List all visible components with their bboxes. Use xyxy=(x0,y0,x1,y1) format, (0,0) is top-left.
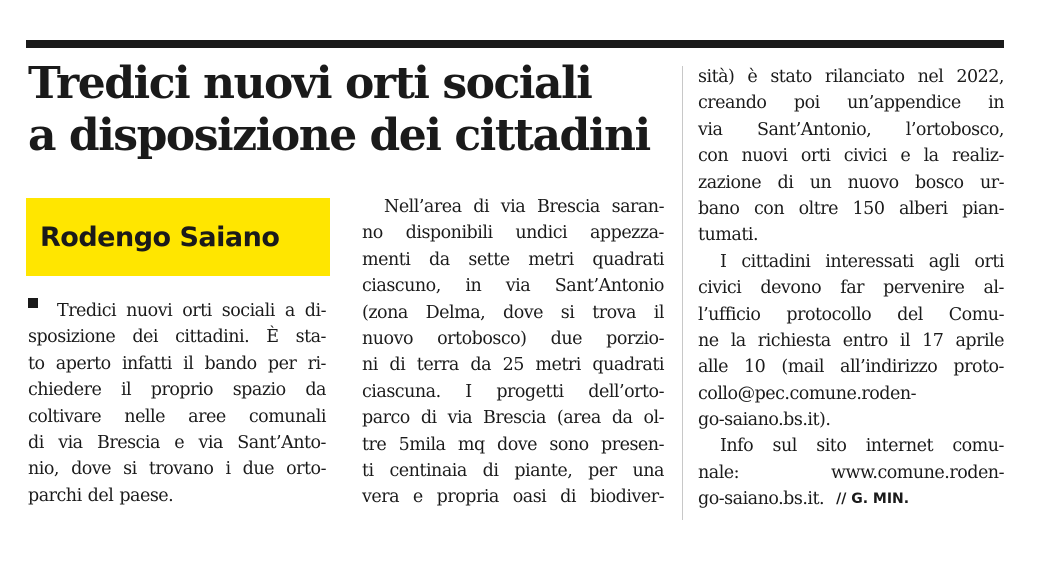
text-line: ciascuno, in via Sant’Antonio xyxy=(362,276,664,297)
text-line: Nell’area di via Brescia saran- xyxy=(384,197,664,217)
text-line: creando poi un’appendice in xyxy=(698,93,1004,114)
column-1 xyxy=(28,298,326,509)
text-line: l’ufficio protocollo del Comu- xyxy=(698,304,1004,325)
text-line: to aperto infatti il bando per ri- xyxy=(28,353,326,374)
text-line: Tredici nuovi orti sociali a di- xyxy=(28,298,326,324)
text-line: zazione di un nuovo bosco ur- xyxy=(698,172,1004,193)
kicker-label: Rodengo Saiano xyxy=(40,221,280,253)
text-line: I cittadini interessati agli orti xyxy=(720,251,1004,272)
text-line: via Sant’Antonio, l’ortobosco, xyxy=(698,119,1004,140)
text-line: di via Brescia e via Sant’Anto- xyxy=(28,432,326,453)
text-line: Info sul sito internet comu- xyxy=(720,436,1004,457)
text-line: vera e propria oasi di biodiver- xyxy=(362,487,664,508)
author-signature: // G. MIN. xyxy=(836,491,910,508)
text-line: ciascuna. I progetti dell’orto- xyxy=(362,381,664,402)
headline xyxy=(28,58,668,162)
text-line: no disponibili undici appezza- xyxy=(362,223,664,244)
text-line: ti centinaia di piante, per una xyxy=(362,460,664,481)
bullet-square-icon xyxy=(28,298,38,308)
text-line: ni di terra da 25 metri quadrati xyxy=(362,355,664,376)
text-line: parco di via Brescia (area da ol- xyxy=(362,408,664,429)
headline-line-2: a disposizione dei cittadini xyxy=(28,110,650,161)
text-line: tumati. xyxy=(698,225,759,246)
text-line: bano con oltre 150 alberi pian- xyxy=(698,198,1004,219)
column-2 xyxy=(362,194,664,511)
text-line: civici devono far pervenire al- xyxy=(698,278,1004,299)
headline-line-1: Tredici nuovi orti sociali xyxy=(28,58,592,109)
text-line: sposizione dei cittadini. È sta- xyxy=(28,327,326,348)
text-line: sità) è stato rilanciato nel 2022, xyxy=(698,67,1004,87)
text-line: menti da sette metri quadrati xyxy=(362,249,664,270)
text-line: ne la richiesta entro il 17 aprile xyxy=(698,330,1004,351)
text-line: nio, dove si trovano i due orto- xyxy=(28,459,326,480)
column-3 xyxy=(698,64,1004,513)
text-line: coltivare nelle aree comunali xyxy=(28,406,326,427)
text-line: nuovo ortobosco) due porzio- xyxy=(362,328,664,349)
text-line: tre 5mila mq dove sono presen- xyxy=(362,434,664,455)
text-line: go-saiano.bs.it). xyxy=(698,410,831,431)
text-line: alle 10 (mail all’indirizzo proto- xyxy=(698,357,1004,378)
text-line: collo@pec.comune.roden- xyxy=(698,383,917,404)
text-line: nale: www.comune.roden- xyxy=(698,462,1004,483)
text-line: go-saiano.bs.it. // G. MIN. xyxy=(698,486,1004,512)
text-line: chiedere il proprio spazio da xyxy=(28,380,326,401)
text-line: parchi del paese. xyxy=(28,485,174,506)
column-divider xyxy=(682,66,683,520)
text-line: (zona Delma, dove si trova il xyxy=(362,302,664,323)
text-line: con nuovi orti civici e la realiz- xyxy=(698,146,1004,167)
top-rule xyxy=(26,40,1004,48)
kicker-box xyxy=(26,198,330,276)
